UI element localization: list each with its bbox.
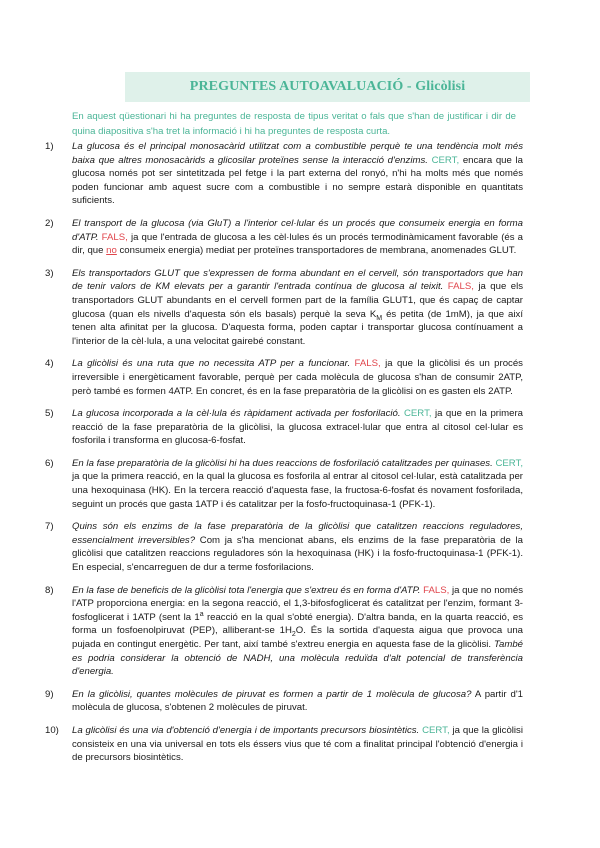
question-number: 3)	[45, 267, 54, 279]
question-number: 8)	[45, 584, 54, 596]
question-number: 6)	[45, 457, 54, 469]
question-text: El transport de la glucosa (via GluT) a l'interior cel·lular és un procés que consumeix energia en forma d'ATP.	[72, 217, 523, 243]
question-text: En la fase preparatòria de la glicòlisi hi ha dues reaccions de fosforilació catalitzades per quinases.	[72, 457, 493, 469]
question-text: La glucosa incorporada a la cèl·lula és ràpidament activada per fosforilació.	[72, 408, 401, 420]
question-item-8	[45, 584, 523, 679]
question-item-5	[45, 407, 523, 448]
answer-text: Com ja s'ha mencionat abans, els enzims de la fase preparatòria de la glicòlisi que catalitzen reaccions reguladores són la hexoquinasa (HK) i la fosfo-fructoquinasa-1 (PFK-1). En especial, s'encarreguen de dur a terme fosforilacions.	[72, 534, 523, 574]
verdict-cert: CERT,	[431, 154, 460, 166]
question-item-10	[45, 724, 523, 765]
question-item-7	[45, 520, 523, 574]
verdict-fals: FALS,	[423, 584, 450, 596]
question-text: Els transportadors GLUT que s'expressen de forma abundant en el cervell, són transportadors que han de tenir valors de KM elevats per a garantir l'entrada contínua de glucosa al teixit.	[72, 267, 523, 293]
question-number: 7)	[45, 521, 54, 533]
verdict-cert: CERT,	[403, 408, 432, 420]
question-text: Quins són els enzims de la fase preparatòria de la glicòlisi que catalitzen reaccions reguladores, essencialment irreversibles?	[72, 521, 523, 546]
answer-text: ja que els transportadors GLUT abundants en el cervell formen part de la família GLUT1, que és capaç de captar glucosa (quan els nivells d'aquesta són els basals) perquè la seva K	[72, 281, 523, 320]
answer-note: També es podria considerar la obtenció de NADH, una molècula reduïda d'alt potencial de transferència d'energia.	[72, 639, 523, 678]
question-text: En la fase de beneficis de la glicòlisi tota l'energia que s'extreu és en forma d'ATP.	[72, 584, 421, 596]
question-number: 5)	[45, 408, 54, 420]
answer-text: ja que la glicòlisi consisteix en una via universal en tots els éssers vius que té com a finalitat principal l'obtenció d'energia i de precursors biosintètics.	[72, 724, 523, 764]
question-number: 10)	[45, 724, 59, 736]
answer-text: reacció en la qual s'obté energia). D'altra banda, en la quarta reacció, es forma un fosfoenolpiruvat (PEP), alliberant-se 1H	[72, 611, 523, 637]
question-item-2	[45, 217, 523, 258]
answer-text: ja que la glicòlisi és un procés irreversible i energèticament favorable, perquè per cada molècula de glucosa s'han de consumir 2ATP, però també es formen 4ATP. En concret, és en la fase preparatòria de la glicòlisi on es gasten els 2ATP.	[72, 358, 523, 397]
answer-text: ja que en la primera reacció de la fase preparatòria de la glicòlisi, la glucosa extracel·lular que entra al citosol cel·lular es fosforila i transforma en glucosa-6-fosfat.	[72, 408, 523, 447]
question-text: La glicòlisi és una via d'obtenció d'energia i de importants precursors biosintètics.	[72, 724, 420, 736]
question-item-9	[45, 688, 523, 715]
answer-text: O. És la sortida d'aquesta aigua que provoca una pujada en contingut energètic. Per tant, així també s'extreu energia en aquesta fase de la glicòlisi.	[72, 625, 523, 650]
answer-text: ja que l'entrada de glucosa a les cèl·lules és un procés termodinàmicament favorable (és a dir, que	[72, 231, 524, 257]
question-number: 4)	[45, 358, 54, 370]
km-subscript: M	[376, 314, 383, 322]
intro-paragraph: En aquest qüestionari hi ha preguntes de resposta de tipus veritat o fals que s'han de justificar i dir de quina diapositiva s'ha tret la informació i hi ha preguntes de resposta curta.	[72, 111, 516, 137]
answer-text: A partir d'1 molècula de glucosa, s'obtenen 2 molècules de piruvat.	[72, 688, 523, 714]
question-item-1	[45, 140, 523, 208]
question-number: 2)	[45, 217, 54, 229]
question-number: 1)	[45, 141, 54, 152]
question-list	[45, 140, 523, 774]
h2o-subscript: 2	[291, 631, 296, 639]
answer-text: ja que la primera reacció, en la qual la glucosa es fosforila al entrar al citosol cel·lular, està catalitzada per una hexoquinasa (HK). En la tercera reacció d'aquesta fase, la fructosa-6-fosfat és novament fosforilada, seguint un procés que gasta 1ATP i és catalitzar per la fosfo-fructoquinasa-1 (PFK-1).	[72, 471, 523, 510]
question-number: 9)	[45, 688, 54, 700]
question-text: La glucosa és el principal monosacàrid utilitzat com a combustible perquè te una tendència molt més baixa que altres monosacàrids a glicosilar proteïnes sense la interacció d'enzims.	[72, 141, 523, 166]
verdict-fals: FALS,	[354, 358, 381, 370]
verdict-fals: FALS,	[447, 281, 474, 293]
answer-text: encara que la glucosa només pot ser sintetitzada pel fetge i la part externa del ronyó, n'hi ha molts més que només poden funcionar amb aquest sucre com a combustible i no sempre estarà disponible en quantitats suficients.	[72, 154, 523, 207]
verdict-fals: FALS,	[101, 231, 128, 243]
ordinal-superscript: a	[199, 610, 204, 618]
question-item-4	[45, 357, 523, 398]
question-text: En la glicòlisi, quantes molècules de piruvat es formen a partir de 1 molècula de glucosa?	[72, 688, 472, 700]
answer-text: ja que no només l'ATP proporciona energia: en la segona reacció, el 1,3-bifosfoglicerat és catalitzat per l'enzim, formant 3-fosfoglicerat i 1ATP (sent la 1	[72, 584, 523, 623]
answer-text: consumeix energia) mediat per proteïnes transportadores de membrana, anomenades GLUT.	[119, 245, 517, 257]
question-item-3	[45, 267, 523, 349]
answer-emphasis-no: no	[106, 245, 117, 257]
question-item-6	[45, 457, 523, 511]
page-title: PREGUNTES AUTOAVALUACIÓ - Glicòlisi	[125, 72, 530, 102]
verdict-cert: CERT,	[495, 457, 523, 469]
verdict-cert: CERT,	[422, 724, 450, 736]
question-text: La glicòlisi és una ruta que no necessita ATP per a funcionar.	[72, 358, 351, 370]
answer-text: és petita (de 1mM), ja que així tenen alta afinitat per la glucosa. D'aquesta forma, poden captar i transportar glucosa contínuament a l'interior de la cèl·lula, a una velocitat gairebé constant.	[72, 308, 523, 347]
